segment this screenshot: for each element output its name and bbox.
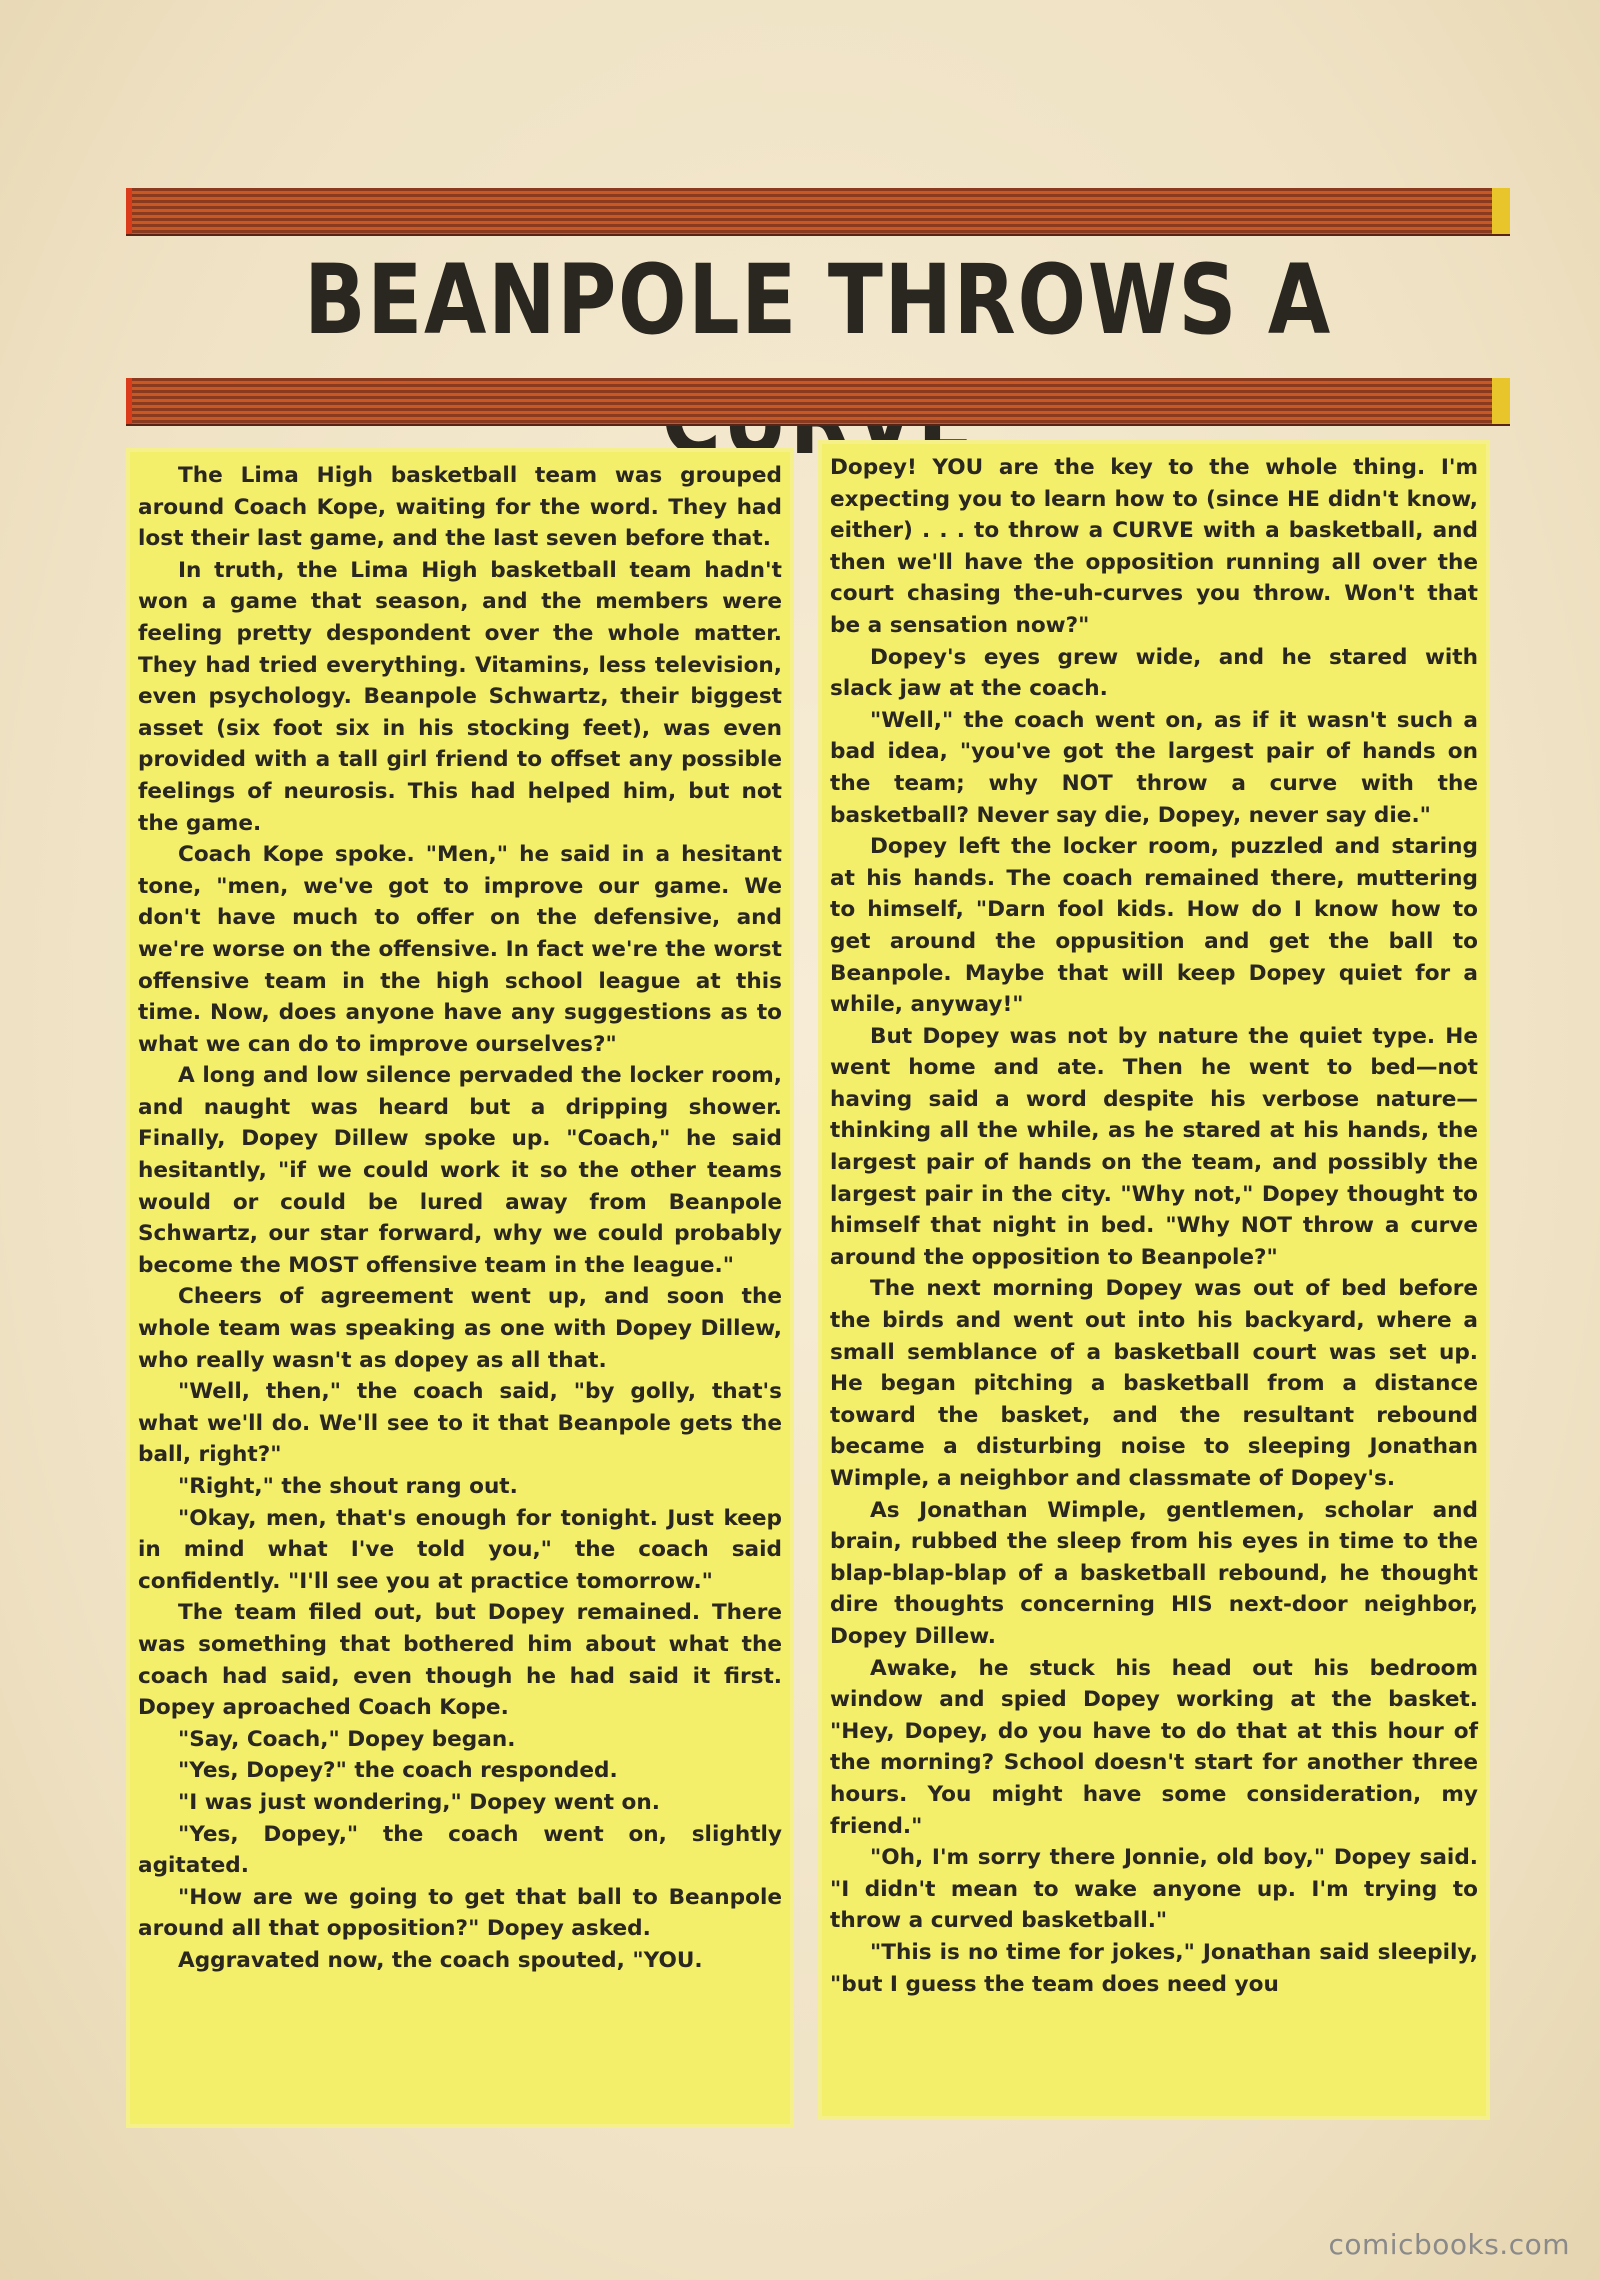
paragraph: The next morning Dopey was out of bed before the birds and went out into his backyard, where a small semblance of a basketball court was set up. He began pitching a basketball from a distance toward the basket, and the resultant rebound became a disturbing noise to sleeping Jonathan Wimple, a neighbor and classmate of Dopey's.	[830, 1276, 1478, 1491]
paragraph: A long and low silence pervaded the locker room, and naught was heard but a dripping shower. Finally, Dopey Dillew spoke up. "Coach," he said hesitantly, "if we could work it so the other teams would or could be lured away from Beanpole Schwartz, our star forward, why we could probably become the MOST offensive team in the league."	[138, 1063, 782, 1278]
paragraph: As Jonathan Wimple, gentlemen, scholar and brain, rubbed the sleep from his eyes in time to the blap-blap-blap of a basketball rebound, he thought dire thoughts concerning HIS next-door neighbor, Dopey Dillew.	[830, 1497, 1478, 1649]
paragraph: "I was just wondering," Dopey went on.	[178, 1789, 660, 1815]
title-rule-bottom	[126, 378, 1510, 424]
paragraph: "Well," the coach went on, as if it wasn't such a bad idea, "you've got the largest pair of hands on the team; why NOT throw a curve with the basketball? Never say die, Dopey, never say die."	[830, 707, 1478, 828]
paragraph: "Right," the shout rang out.	[178, 1474, 518, 1499]
story-headline: BEANPOLE THROWS A	[304, 244, 1332, 356]
paragraph-continuation: Dopey! YOU are the key to the whole thing. I'm expecting you to learn how to (since HE didn't know, either) . . . to throw a CURVE with a basketball, and then we'll have the opposition running all over the court chasing the-uh-curves you throw. Won't that be a sensation now?"	[830, 455, 1478, 638]
paragraph: "Oh, I'm sorry there Jonnie, old boy," Dopey said. "I didn't mean to wake anyone up. I'm trying to throw a curved basketball."	[830, 1845, 1478, 1934]
title-rule-top	[126, 188, 1510, 234]
paragraph: "Say, Coach," Dopey began.	[178, 1726, 516, 1752]
paragraph: "How are we going to get that ball to Beanpole around all that opposition?" Dopey asked.	[138, 1884, 782, 1942]
paragraph: Dopey's eyes grew wide, and he stared with slack jaw at the coach.	[830, 644, 1478, 702]
left-text-column	[126, 448, 794, 2128]
source-watermark: comicbooks.com	[1328, 2228, 1570, 2261]
paragraph: Dopey left the locker room, puzzled and staring at his hands. The coach remained there, muttering to himself, "Darn fool kids. How do I know how to get around the oppusition and get the ball to Beanpole. Maybe that will keep Dopey quiet for a while, anyway!"	[830, 834, 1478, 1018]
paragraph: Coach Kope spoke. "Men," he said in a hesitant tone, "men, we've got to improve our game. We don't have much to offer on the defensive, and we're worse on the offensive. In fact we're the worst offensive team in the high school league at this time. Now, does anyone have any suggestions as to what we can do to improve ourselves?"	[138, 842, 782, 1057]
paragraph: Aggravated now, the coach spouted, "YOU.	[178, 1947, 703, 1973]
paragraph: "This is no time for jokes," Jonathan said sleepily, "but I guess the team does need you	[830, 1939, 1478, 1997]
paragraph: "Okay, men, that's enough for tonight. Just keep in mind what I've told you," the coach said confidently. "I'll see you at practice tomorrow."	[138, 1505, 782, 1594]
paragraph: "Yes, Dopey?" the coach responded.	[178, 1758, 618, 1784]
paragraph: "Well, then," the coach said, "by golly, that's what we'll do. We'll see to it that Beanpole gets the ball, right?"	[138, 1379, 782, 1468]
paragraph: Awake, he stuck his head out his bedroom window and spied Dopey working at the basket. "Hey, Dopey, do you have to do that at this hour of the morning? School doesn't start for another three hours. You might have some consideration, my friend."	[830, 1655, 1478, 1839]
paragraph: In truth, the Lima High basketball team hadn't won a game that season, and the members were feeling pretty despondent over the whole matter. They had tried everything. Vitamins, less television, even psychology. Beanpole Schwartz, their biggest asset (six foot six in his stocking feet), was even provided with a tall girl friend to offset any possible feelings of neurosis. This had helped him, but not the game.	[138, 557, 782, 836]
paragraph: But Dopey was not by nature the quiet type. He went home and ate. Then he went to bed—not having said a word despite his verbose nature—thinking all the while, as he stared at his hands, the largest pair of hands on the team, and possibly the largest pair in the city. "Why not," Dopey thought to himself that night in bed. "Why NOT throw a curve around the opposition to Beanpole?"	[830, 1023, 1478, 1270]
paragraph: Cheers of agreement went up, and soon the whole team was speaking as one with Dopey Dillew, who really wasn't as dopey as all that.	[138, 1284, 782, 1373]
paragraph: "Yes, Dopey," the coach went on, slightly agitated.	[138, 1821, 782, 1879]
paragraph: The team filed out, but Dopey remained. There was something that bothered him about what the coach had said, even though he had said it first. Dopey aproached Coach Kope.	[138, 1600, 782, 1721]
right-text-column	[818, 440, 1490, 2120]
paragraph: The Lima High basketball team was grouped around Coach Kope, waiting for the word. They had lost their last game, and the last seven before that.	[138, 463, 782, 552]
